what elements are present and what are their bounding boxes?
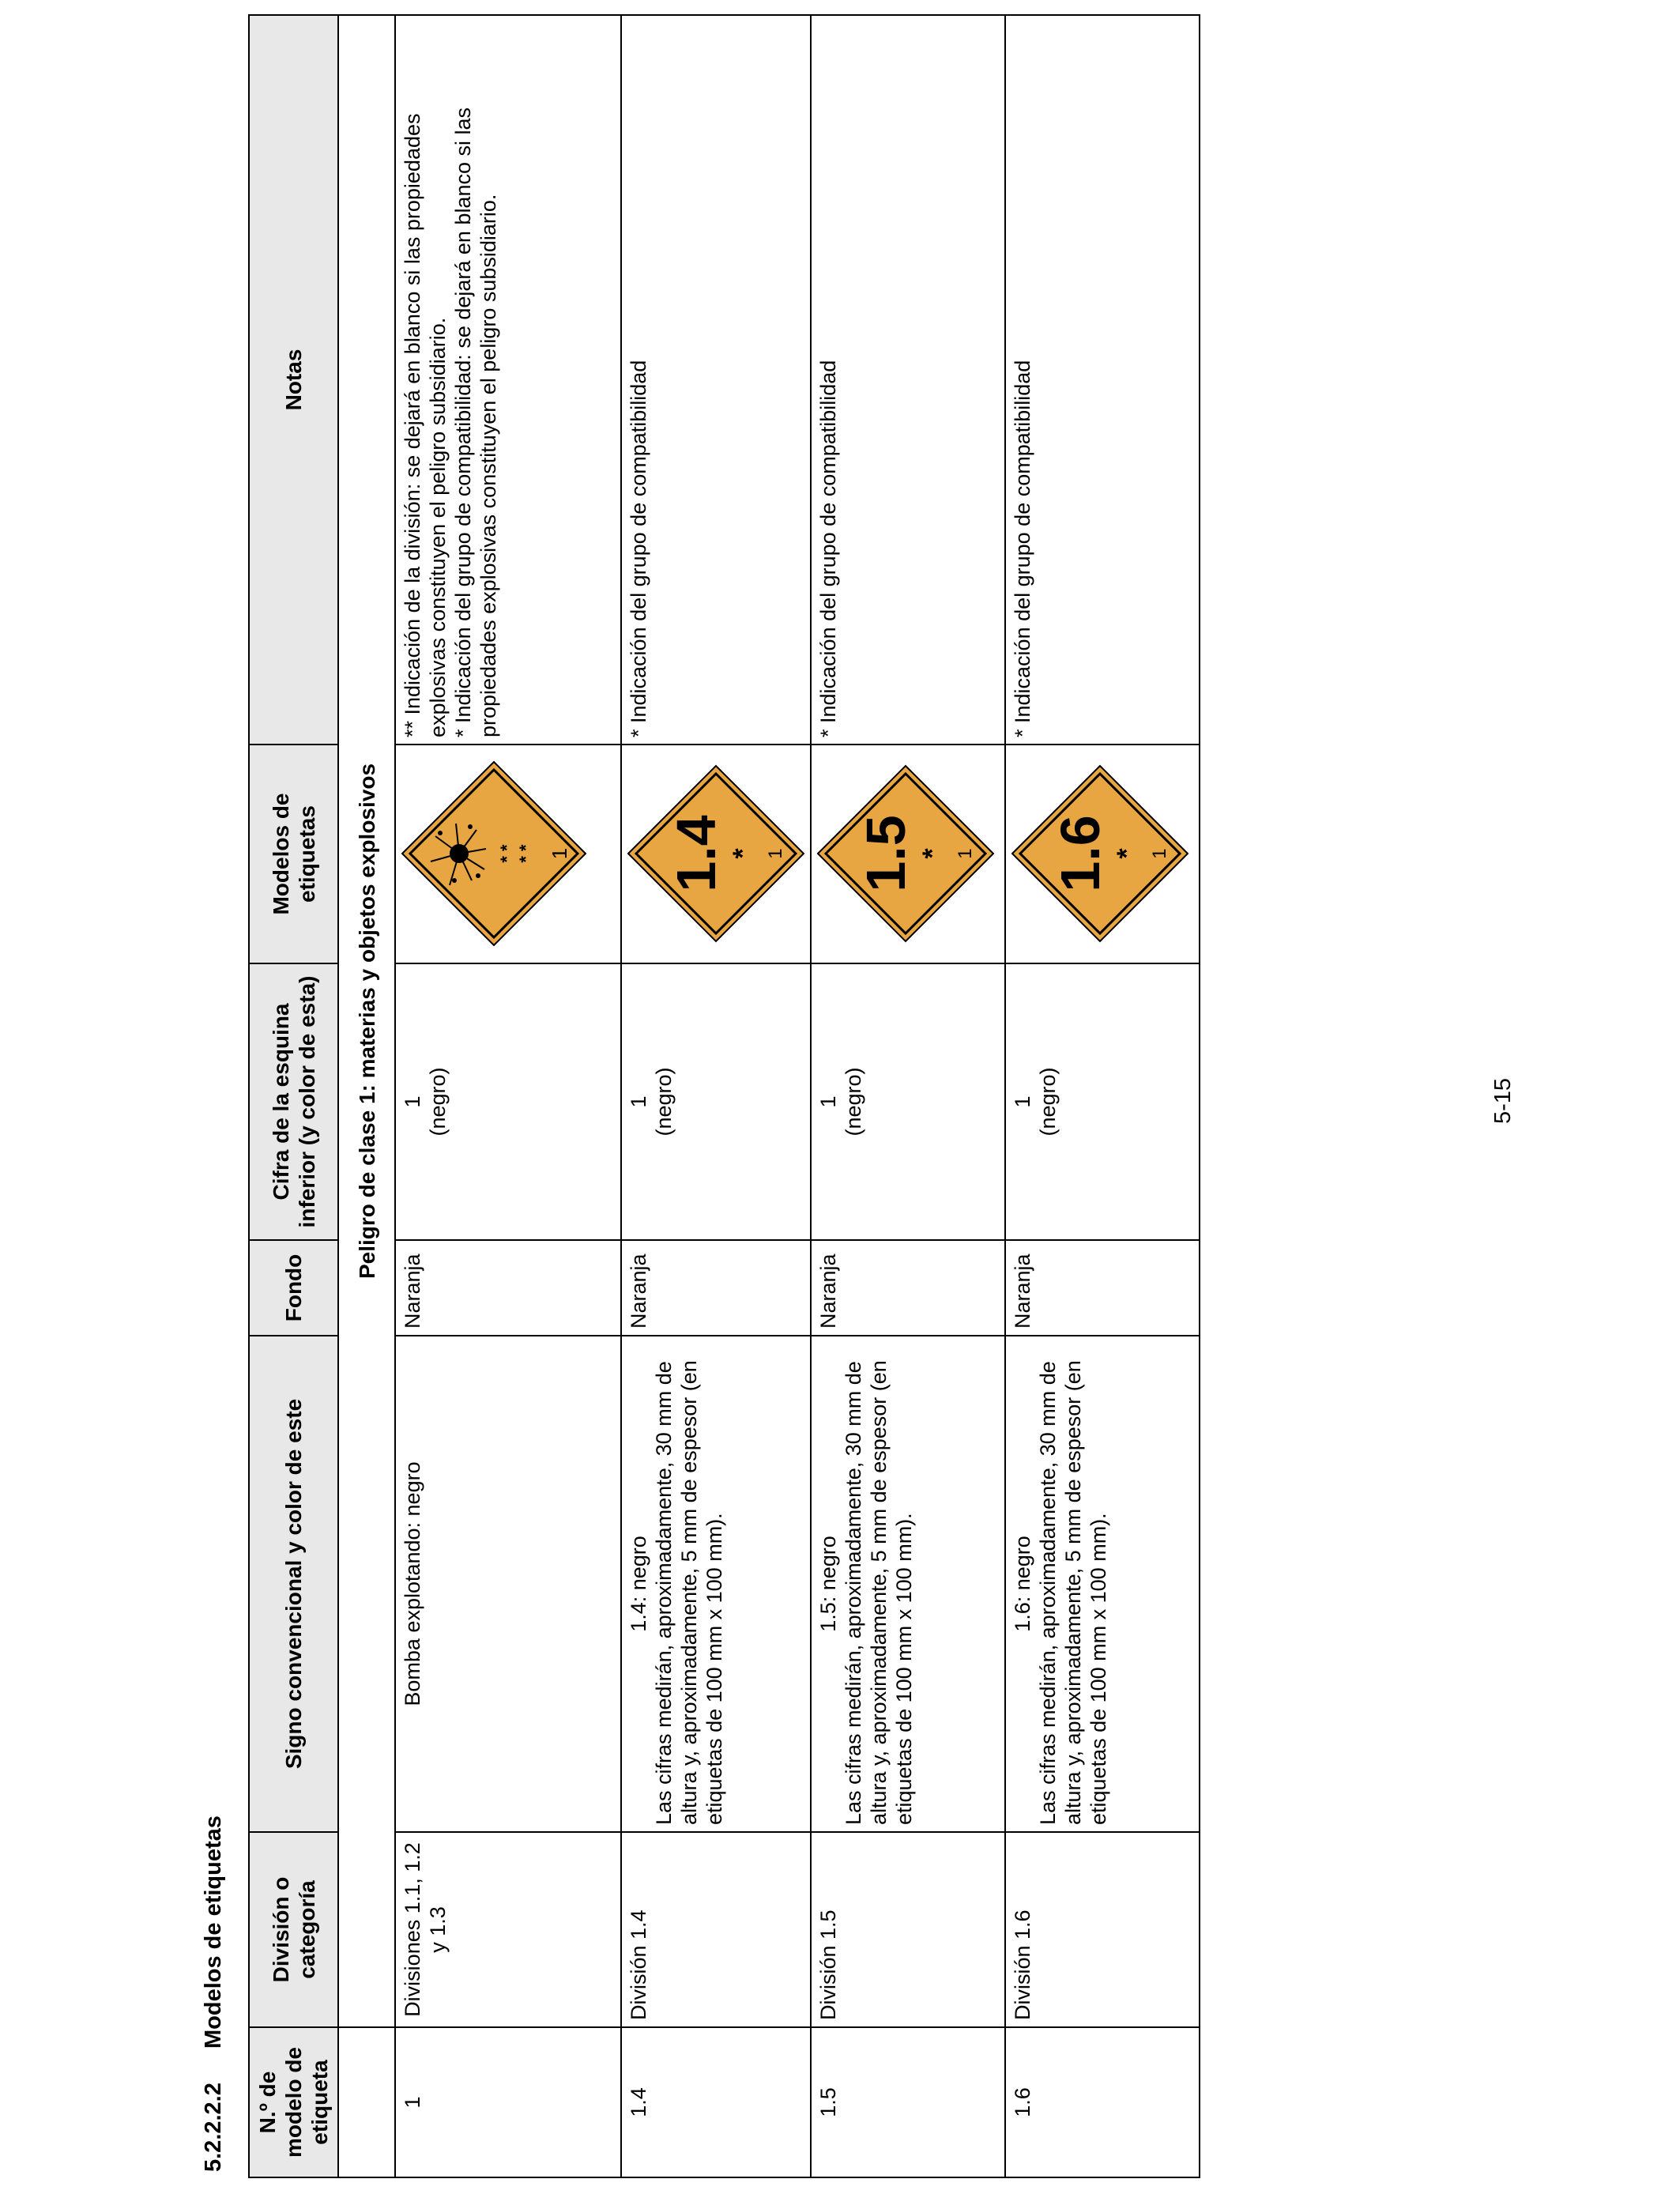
section-title: Modelos de etiquetas bbox=[201, 1815, 226, 2049]
label-compat-marks: * * bbox=[516, 844, 537, 864]
label-class-digit: 1 bbox=[1149, 848, 1171, 860]
label-compat-star: * bbox=[728, 848, 759, 860]
label-class-digit: 1 bbox=[955, 848, 977, 860]
symbol-line: 1.4: negro bbox=[627, 1536, 651, 1632]
corner-figure-cell bbox=[621, 963, 811, 1240]
table-header-row bbox=[249, 15, 338, 2177]
corner-number: 1 bbox=[1011, 1095, 1035, 1108]
symbol-detail: Las cifras medirán, aproximadamente, 30 mm de altura y, aproximadamente, 5 mm de espesor (en etiquetas de 100 mm x 100 mm). bbox=[1035, 1360, 1110, 1825]
label-division-number: 1.6 bbox=[1049, 815, 1112, 893]
table-row bbox=[811, 15, 1005, 2177]
symbol-cell bbox=[811, 1336, 1005, 1832]
model-cell: 1.5 bbox=[811, 2027, 1005, 2177]
label-class-digit: 1 bbox=[548, 848, 572, 860]
header-corner-figure: Cifra de la esquina inferior (y color de esta) bbox=[249, 963, 338, 1240]
header-label-models: Modelos de etiquetas bbox=[249, 745, 338, 963]
label-compat-star: * bbox=[917, 848, 948, 860]
label-model-cell bbox=[621, 745, 811, 963]
header-background: Fondo bbox=[249, 1240, 338, 1336]
label-class-digit: 1 bbox=[765, 848, 787, 860]
background-cell: Naranja bbox=[395, 1240, 621, 1336]
explosive-label-1-icon bbox=[401, 761, 587, 948]
note-division: ** Indicación de la división: se dejará en blanco si las propiedades explosivas constituyen el peligro subsidiario. bbox=[401, 113, 450, 737]
label-compat-star: * bbox=[1112, 848, 1143, 860]
table-row bbox=[1005, 15, 1200, 2177]
header-notes: Notas bbox=[249, 15, 338, 745]
note-compat: * Indicación del grupo de compatibilidad: se dejará en blanco si las propiedades explosivas constituyen el peligro subsidiario. bbox=[450, 107, 500, 737]
symbol-detail: Las cifras medirán, aproximadamente, 30 mm de altura y, aproximadamente, 5 mm de espesor (en etiquetas de 100 mm x 100 mm). bbox=[841, 1360, 916, 1825]
header-model-no: N.º de modelo de etiqueta bbox=[249, 2027, 338, 2177]
section-number: 5.2.2.2.2 bbox=[201, 2083, 226, 2172]
corner-color: (negro) bbox=[651, 1067, 676, 1137]
division-cell: Divisiones 1.1, 1.2 y 1.3 bbox=[395, 1832, 621, 2027]
background-cell: Naranja bbox=[1005, 1240, 1200, 1336]
label-model-cell bbox=[395, 745, 621, 963]
symbol-line: 1.6: negro bbox=[1011, 1536, 1035, 1632]
notes-cell: * Indicación del grupo de compatibilidad bbox=[811, 15, 1005, 745]
table-row bbox=[621, 15, 811, 2177]
division-cell: División 1.5 bbox=[811, 1832, 1005, 2027]
header-symbol: Signo convencional y color de este bbox=[249, 1336, 338, 1832]
division-cell: División 1.4 bbox=[621, 1832, 811, 2027]
corner-figure-cell bbox=[1005, 963, 1200, 1240]
label-division-number: 1.4 bbox=[665, 815, 728, 893]
label-model-cell bbox=[1005, 745, 1200, 963]
label-model-cell bbox=[811, 745, 1005, 963]
symbol-detail: Las cifras medirán, aproximadamente, 30 mm de altura y, aproximadamente, 5 mm de espesor (en etiquetas de 100 mm x 100 mm). bbox=[651, 1360, 726, 1825]
class-heading: Peligro de clase 1: materias y objetos explosivos bbox=[338, 15, 395, 2027]
corner-figure-cell bbox=[395, 963, 621, 1240]
table-row bbox=[395, 15, 621, 2177]
division-cell: División 1.6 bbox=[1005, 1832, 1200, 2027]
corner-color: (negro) bbox=[1035, 1067, 1060, 1137]
notes-cell: * Indicación del grupo de compatibilidad bbox=[1005, 15, 1200, 745]
explosive-label-1-6-icon bbox=[1011, 765, 1189, 944]
header-division: División o categoría bbox=[249, 1832, 338, 2027]
page-number: 5-15 bbox=[1490, 1077, 1516, 1124]
label-models-table bbox=[248, 14, 1200, 2178]
corner-color: (negro) bbox=[841, 1067, 865, 1137]
notes-cell: * Indicación del grupo de compatibilidad bbox=[621, 15, 811, 745]
symbol-cell bbox=[1005, 1336, 1200, 1832]
model-cell: 1.4 bbox=[621, 2027, 811, 2177]
symbol-cell bbox=[621, 1336, 811, 1832]
corner-figure-cell bbox=[811, 963, 1005, 1240]
symbol-line: 1.5: negro bbox=[816, 1536, 841, 1632]
model-cell: 1 bbox=[395, 2027, 621, 2177]
background-cell: Naranja bbox=[811, 1240, 1005, 1336]
corner-number: 1 bbox=[627, 1095, 651, 1108]
symbol-cell: Bomba explotando: negro bbox=[395, 1336, 621, 1832]
label-division-number: 1.5 bbox=[855, 815, 917, 893]
notes-cell bbox=[395, 15, 621, 745]
corner-number: 1 bbox=[401, 1095, 425, 1108]
corner-number: 1 bbox=[816, 1095, 841, 1108]
label-division-marks: * * bbox=[497, 844, 518, 864]
explosive-label-1-4-icon bbox=[627, 765, 805, 944]
explosive-label-1-5-icon bbox=[816, 765, 995, 944]
model-cell: 1.6 bbox=[1005, 2027, 1200, 2177]
corner-color: (negro) bbox=[425, 1067, 450, 1137]
background-cell: Naranja bbox=[621, 1240, 811, 1336]
